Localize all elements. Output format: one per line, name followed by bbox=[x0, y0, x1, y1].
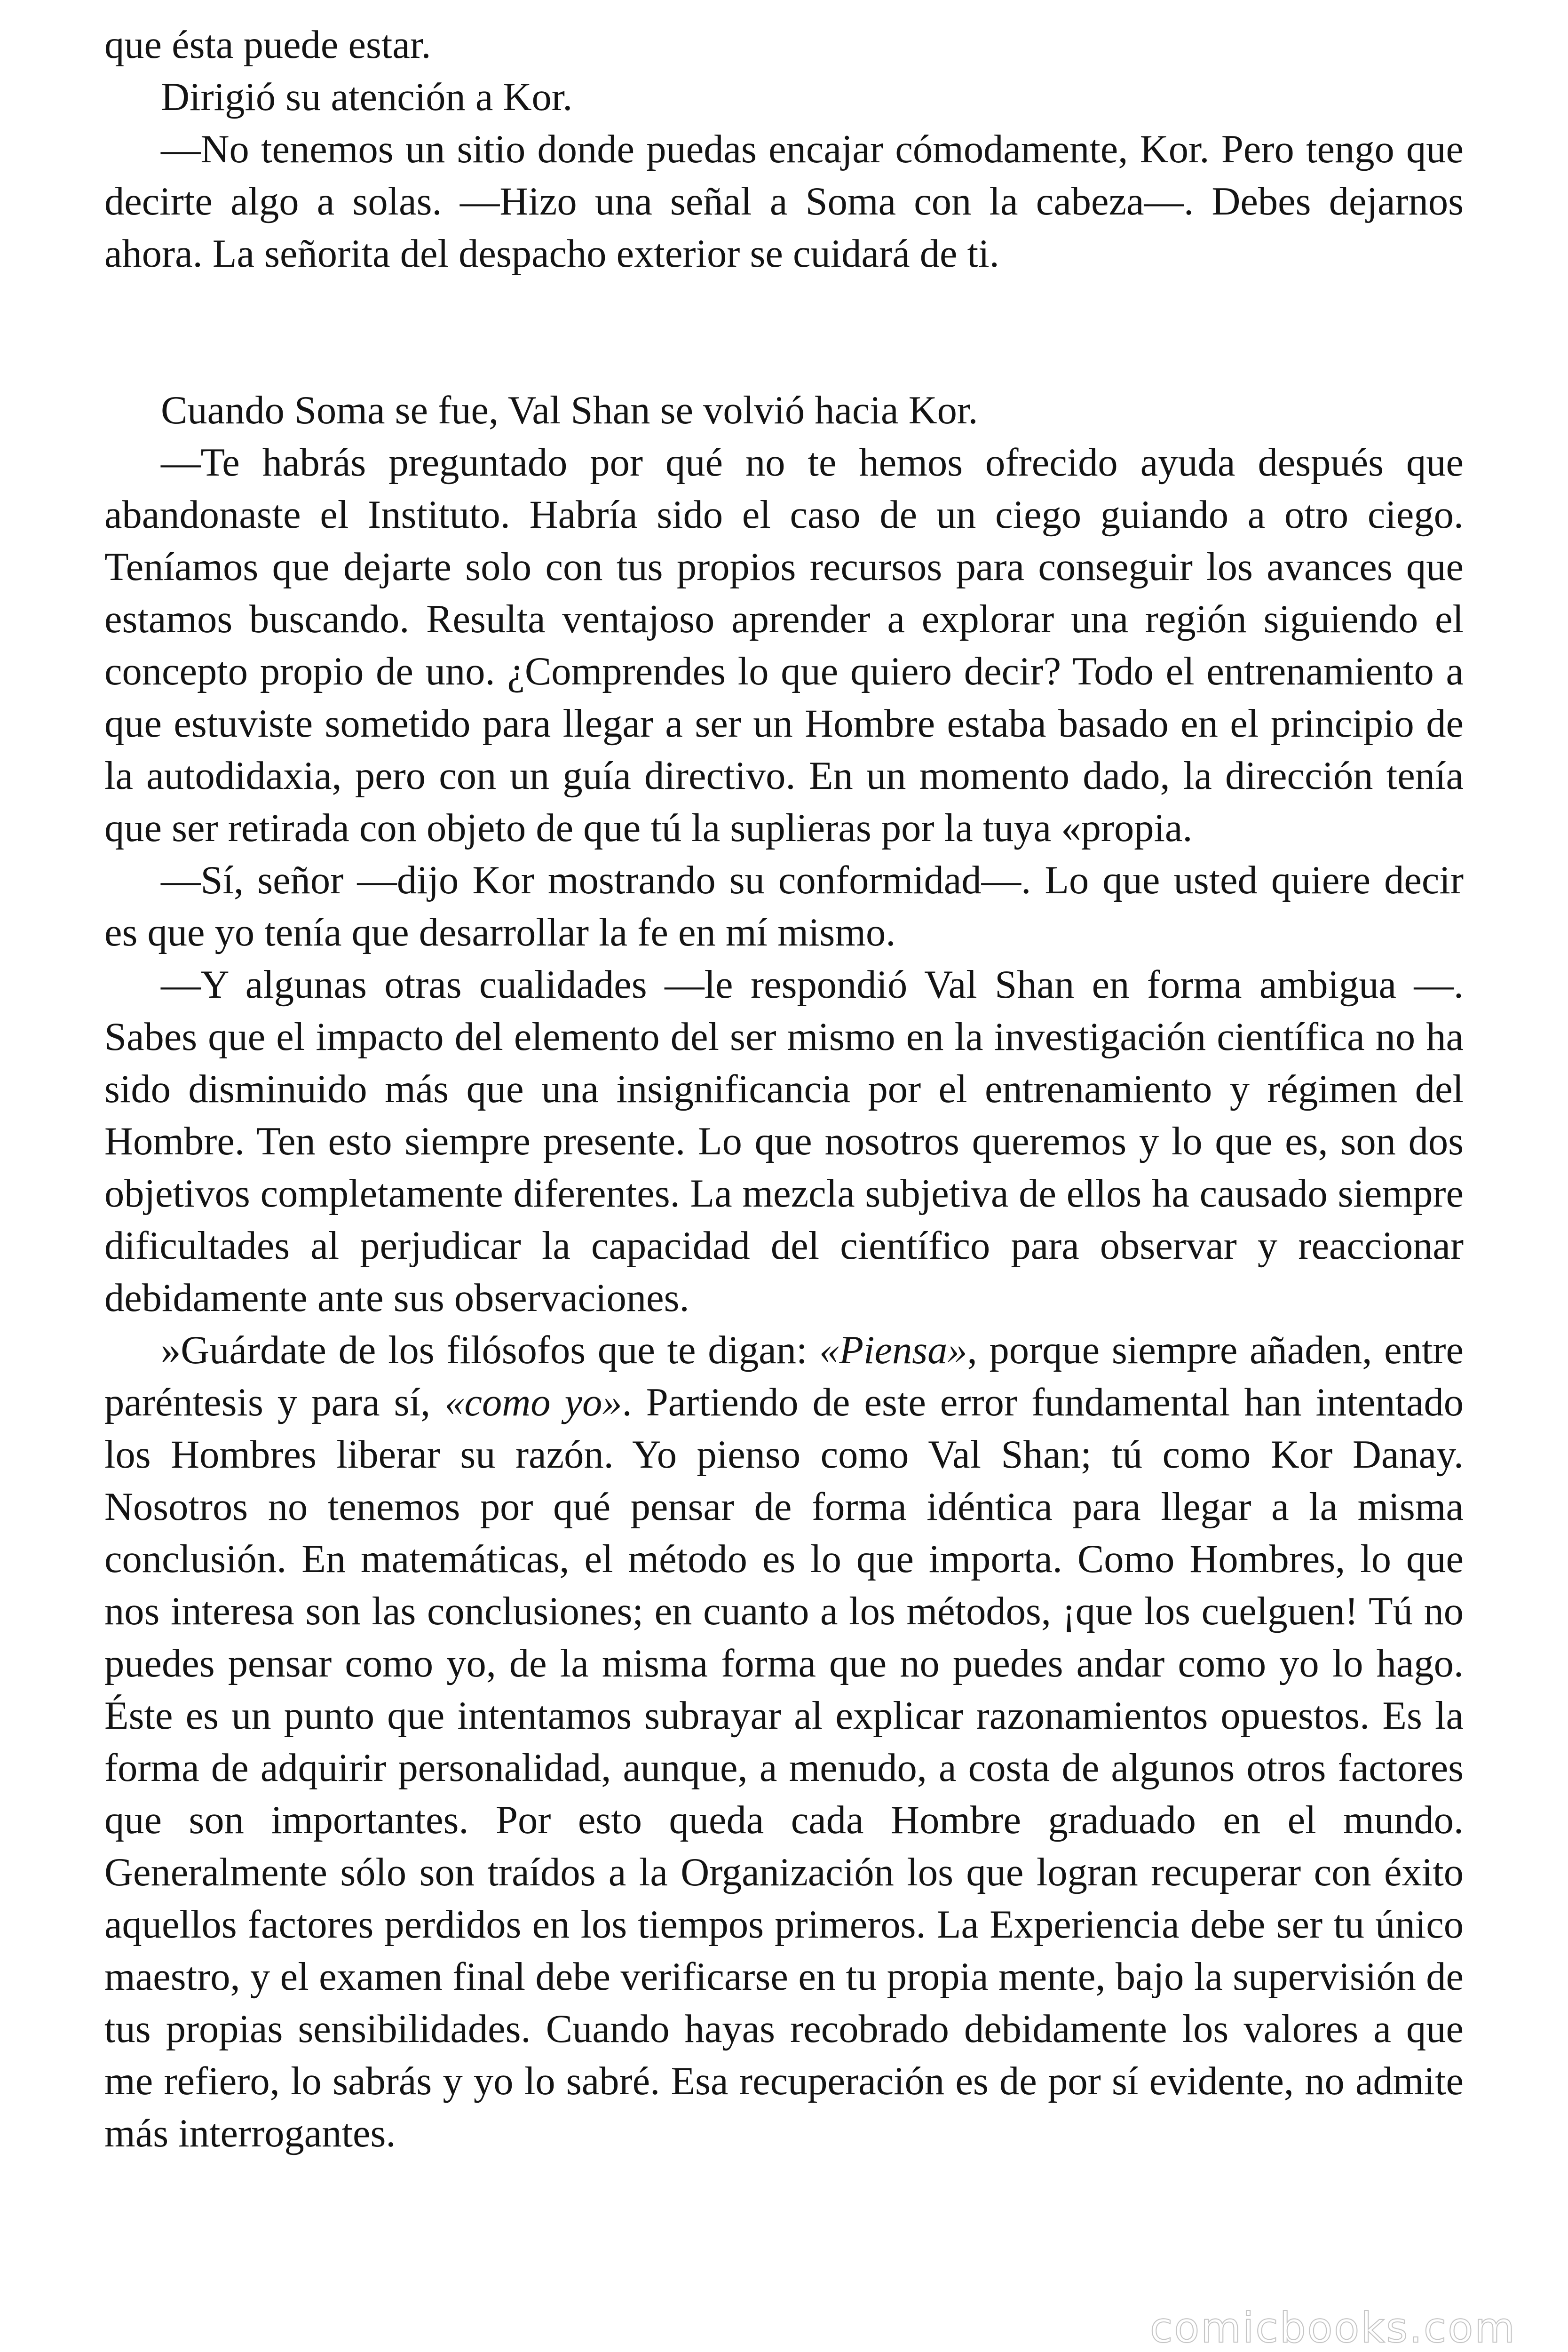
paragraph-text: , porque siempre añaden, entre paréntesis y para sí, bbox=[104, 1328, 1464, 1424]
paragraph: Cuando Soma se fue, Val Shan se volvió hacia Kor. bbox=[161, 389, 978, 432]
paragraph: Dirigió su atención a Kor. bbox=[161, 75, 573, 119]
paragraph: —Te habrás preguntado por qué no te hemos ofrecido ayuda después que abandonaste el Instituto. Habría sido el caso de un ciego guiando a otro ciego. Teníamos que dejarte solo con tus propios recursos para conseguir los avances que estamos buscando. Resulta ventajoso aprender a explorar una región siguiendo el concepto propio de uno. ¿Comprendes lo que quiero decir? Todo el entrenamiento a que estuviste sometido para llegar a ser un Hombre estaba basado en el principio de la autodidaxia, pero con un guía directivo. En un momento dado, la dirección tenía que ser retirada con objeto de que tú la suplieras por la tuya «propia. bbox=[104, 441, 1464, 850]
paragraph: que ésta puede estar. bbox=[104, 23, 431, 67]
document-body bbox=[104, 19, 1464, 2160]
paragraph-text: . Partiendo de este error fundamental han intentado los Hombres liberar su razón. Yo pienso como Val Shan; tú como Kor Danay. Nosotros no tenemos por qué pensar de forma idéntica para llegar a la misma conclusión. En matemáticas, el método es lo que importa. Como Hombres, lo que nos interesa son las conclusiones; en cuanto a los métodos, ¡que los cuelguen! Tú no puedes pensar como yo, de la misma forma que no puedes andar como yo lo hago. Éste es un punto que intentamos subrayar al explicar razonamientos opuestos. Es la forma de adquirir personalidad, aunque, a menudo, a costa de algunos otros factores que son importantes. Por esto queda cada Hombre graduado en el mundo. Generalmente sólo son traídos a la Organización los que logran recuperar con éxito aquellos factores perdidos en los tiempos primeros. La Experiencia debe ser tu único maestro, y el examen final debe verificarse en tu propia mente, bajo la supervisión de tus propias sensibilidades. Cuando hayas recobrado debidamente los valores a que me refiero, lo sabrás y yo lo sabré. Esa recuperación es de por sí evidente, no admite más interrogantes. bbox=[104, 1381, 1464, 2155]
paragraph: —Sí, señor —dijo Kor mostrando su conformidad—. Lo que usted quiere decir es que yo tenía que desarrollar la fe en mí mismo. bbox=[104, 858, 1464, 954]
section-break bbox=[104, 280, 1464, 384]
paragraph-text: »Guárdate de los filósofos que te digan: bbox=[161, 1328, 820, 1372]
italic-quote: «como yo» bbox=[444, 1381, 622, 1424]
paragraph: —No tenemos un sitio donde puedas encajar cómodamente, Kor. Pero tengo que decirte algo a solas. —Hizo una señal a Soma con la cabeza—. Debes dejarnos ahora. La señorita del despacho exterior se cuidará de ti. bbox=[104, 127, 1464, 276]
italic-quote: «Piensa» bbox=[819, 1328, 967, 1372]
site-watermark: comicbooks.com bbox=[1149, 2304, 1516, 2352]
paragraph: —Y algunas otras cualidades —le respondió Val Shan en forma ambigua —. Sabes que el impacto del elemento del ser mismo en la investigación científica no ha sido disminuido más que una insignificancia por el entrenamiento y régimen del Hombre. Ten esto siempre presente. Lo que nosotros queremos y lo que es, son dos objetivos completamente diferentes. La mezcla subjetiva de ellos ha causado siempre dificultades al perjudicar la capacidad del científico para observar y reaccionar debidamente ante sus observaciones. bbox=[104, 963, 1464, 1320]
paragraph bbox=[104, 1324, 1464, 2160]
